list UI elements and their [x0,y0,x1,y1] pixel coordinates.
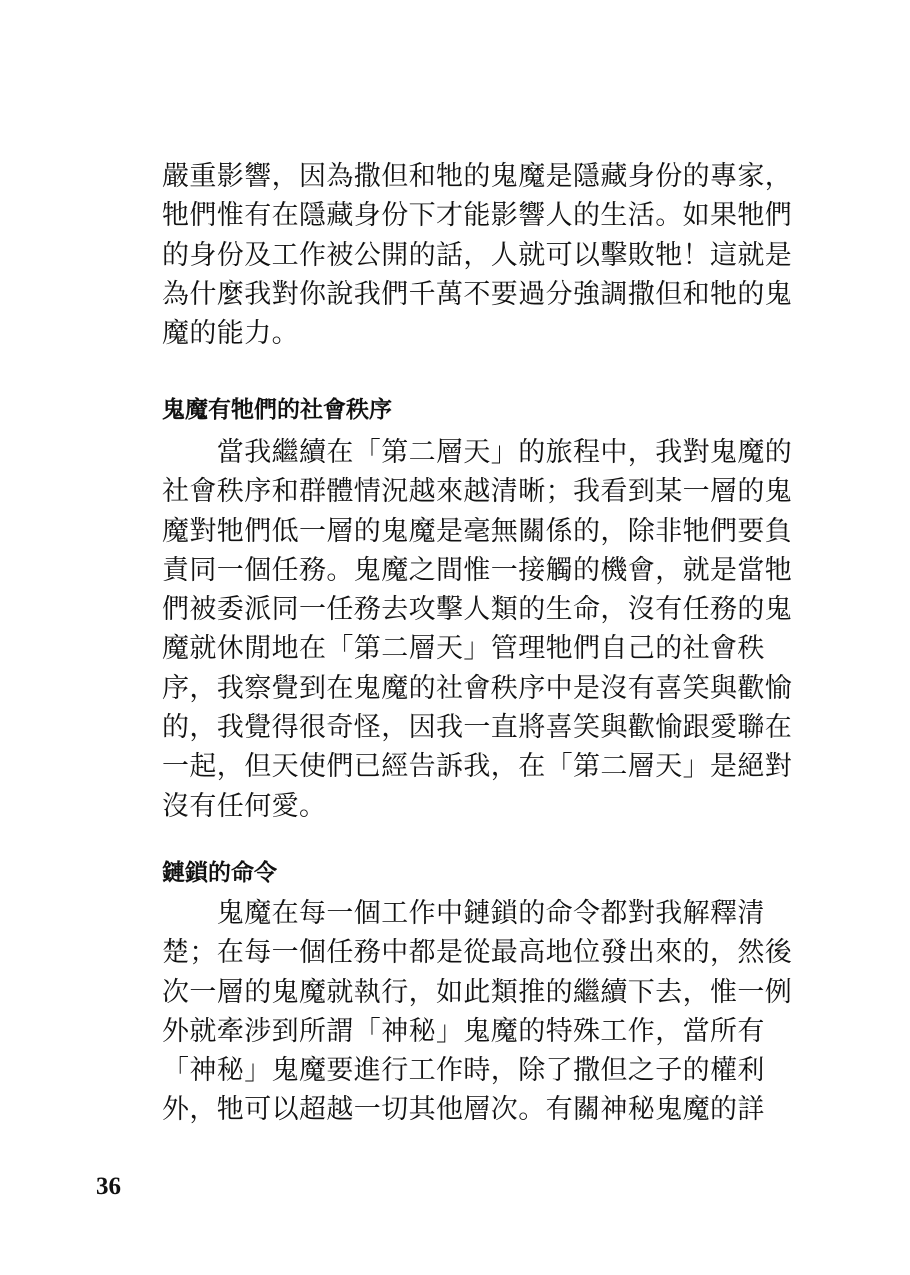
text-line: 「神秘」鬼魔要進行工作時，除了撒但之子的權利 [162,1055,765,1087]
text-line: 為什麼我對你說我們千萬不要過分強調撒但和牠的鬼 [162,278,793,310]
text-line: 們被委派同一任務去攻擊人類的生命，沒有任務的鬼 [162,594,793,626]
text-line: 責同一個任務。鬼魔之間惟一接觸的機會，就是當牠 [162,554,793,586]
social-order-paragraph [162,433,793,826]
text-line: 外就牽涉到所謂「神秘」鬼魔的特殊工作，當所有 [162,1015,765,1047]
text-line: 的，我覺得很奇怪，因我一直將喜笑與歡愉跟愛聯在 [162,712,793,744]
section-heading-social-order: 鬼魔有牠們的社會秩序 [162,397,392,423]
text-line: 次一層的鬼魔就執行，如此類推的繼續下去，惟一例 [162,976,793,1008]
section-heading-chain-of-command: 鏈鎖的命令 [162,860,277,886]
page-number: 36 [96,1173,121,1200]
text-line: 鬼魔在每一個工作中鏈鎖的命令都對我解釋清 [162,898,765,929]
intro-paragraph [162,157,793,353]
text-line: 魔對牠們低一層的鬼魔是毫無關係的，除非牠們要負 [162,515,793,547]
text-line: 沒有任何愛。 [162,790,327,822]
text-line: 社會秩序和群體情況越來越清晰；我看到某一層的鬼 [162,476,793,508]
text-line: 魔的能力。 [162,318,299,350]
text-line: 一起，但天使們已經告訴我，在「第二層天」是絕對 [162,751,793,783]
text-line: 魔就休閒地在「第二層天」管理牠們自己的社會秩 [162,633,765,665]
text-line: 的身份及工作被公開的話，人就可以擊敗牠！這就是 [162,239,793,271]
text-line: 嚴重影響，因為撒但和牠的鬼魔是隱藏身份的專家， [162,161,793,192]
text-line: 當我繼續在「第二層天」的旅程中，我對鬼魔的 [162,437,793,468]
text-line: 外，牠可以超越一切其他層次。有關神秘鬼魔的詳 [162,1094,765,1126]
text-line: 楚；在每一個任務中都是從最高地位發出來的，然後 [162,937,793,969]
text-line: 牠們惟有在隱藏身份下才能影響人的生活。如果牠們 [162,200,793,232]
chain-of-command-paragraph [162,894,793,1130]
text-line: 序，我察覺到在鬼魔的社會秩序中是沒有喜笑與歡愉 [162,672,793,704]
